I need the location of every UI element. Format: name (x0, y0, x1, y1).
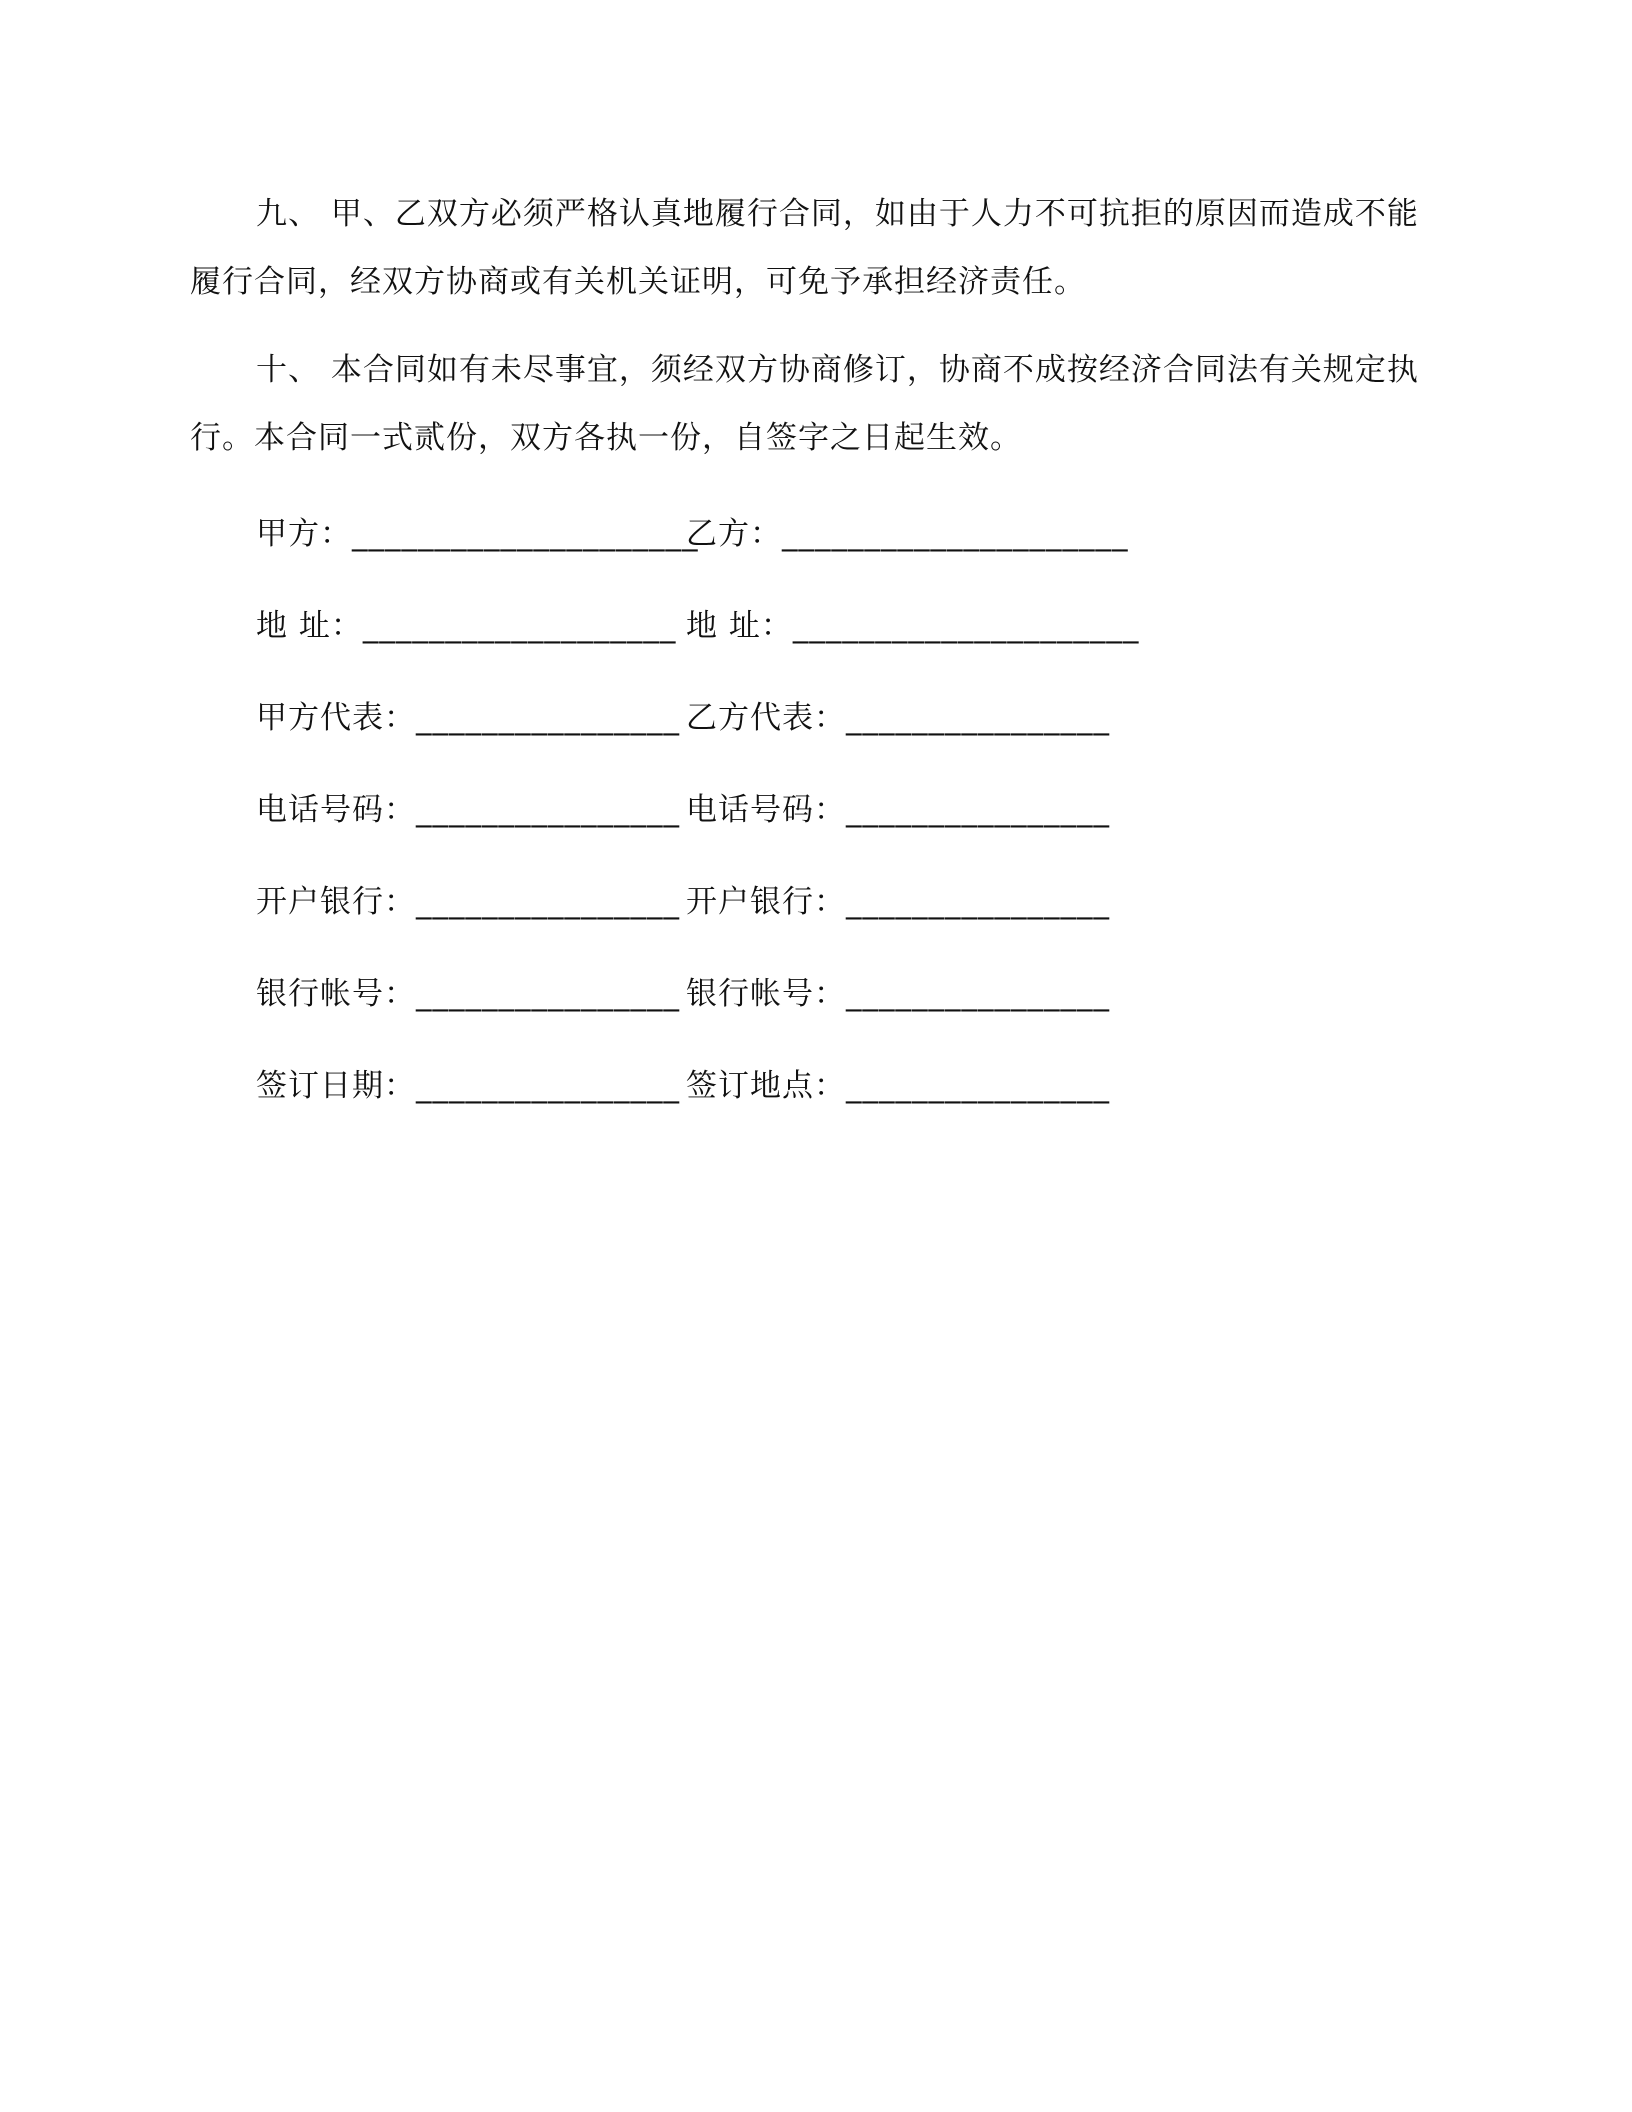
signing-place-field: 签订地点：________________ (686, 1068, 1110, 1104)
clause-ten-line-1: 十、 本合同如有未尽事宜，须经双方协商修订，协商不成按经济合同法有关规定执 (256, 352, 1419, 388)
party-b-field: 乙方：_____________________ (686, 516, 1129, 552)
clause-nine-line-2: 履行合同，经双方协商或有关机关证明，可免予承担经济责任。 (190, 264, 1086, 300)
signature-row-address (256, 606, 1139, 646)
signature-row-date-place (256, 1066, 1110, 1106)
party-b-phone-field: 电话号码：________________ (686, 792, 1110, 828)
signature-row-party (256, 514, 1129, 554)
party-a-bank-field: 开户银行：________________ (256, 884, 680, 920)
signature-row-account (256, 974, 1110, 1014)
party-a-phone-field: 电话号码：________________ (256, 792, 680, 828)
clause-nine-line-1: 九、 甲、乙双方必须严格认真地履行合同，如由于人力不可抗拒的原因而造成不能 (256, 196, 1419, 232)
clause-ten-line-2: 行。本合同一式贰份，双方各执一份，自签字之日起生效。 (190, 420, 1022, 456)
party-b-account-field: 银行帐号：________________ (686, 976, 1110, 1012)
signing-date-field: 签订日期：________________ (256, 1068, 680, 1104)
clause-ten (190, 336, 1440, 472)
party-a-representative-field: 甲方代表：________________ (256, 700, 680, 736)
party-a-account-field: 银行帐号：________________ (256, 976, 680, 1012)
party-a-field: 甲方：_____________________ (256, 516, 699, 552)
clause-nine (190, 180, 1440, 316)
party-a-address-field: 地 址：___________________ (256, 608, 677, 644)
signature-row-representative (256, 698, 1110, 738)
party-b-address-field: 地 址：_____________________ (686, 608, 1140, 644)
signature-row-phone (256, 790, 1110, 830)
party-b-representative-field: 乙方代表：________________ (686, 700, 1110, 736)
signature-row-bank (256, 882, 1110, 922)
party-b-bank-field: 开户银行：________________ (686, 884, 1110, 920)
